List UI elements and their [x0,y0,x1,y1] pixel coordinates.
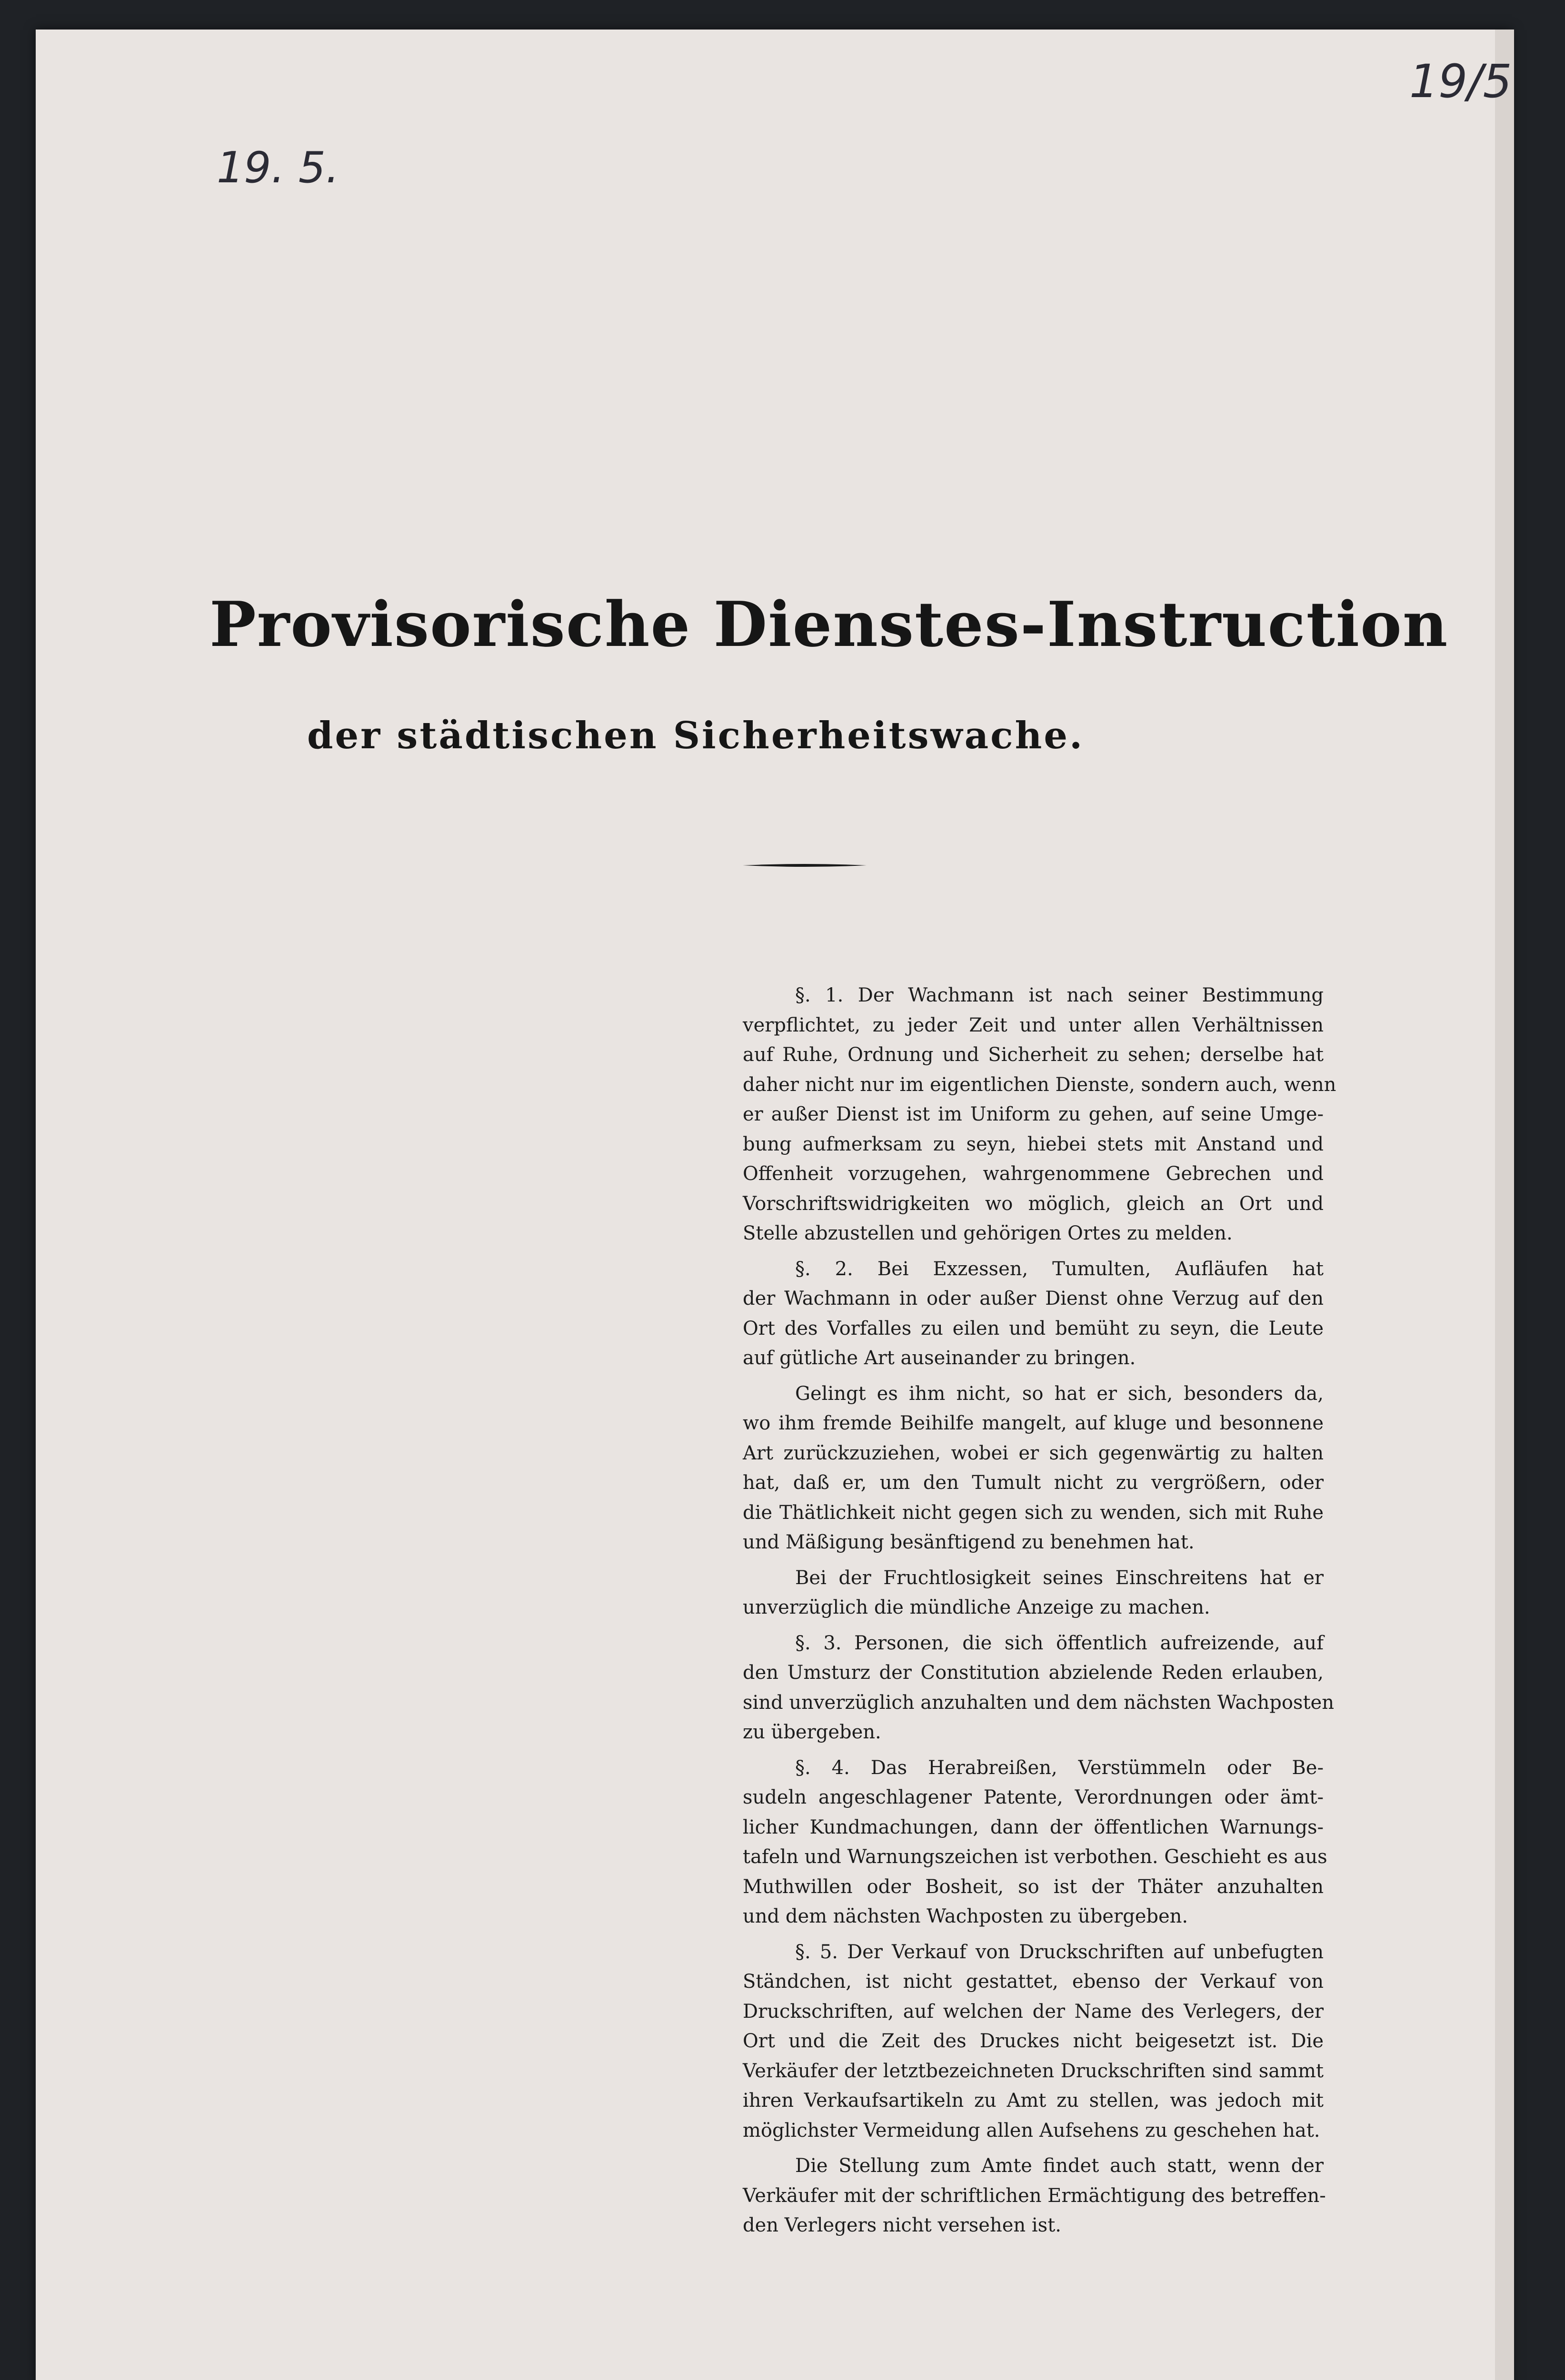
text-line: Ort des Vorfalles zu eilen und bemüht zu seyn, die Leute [743,1317,1324,1339]
text-line: tafeln und Warnungszeichen ist verbothen. Geschieht es aus [743,1846,1327,1868]
text-line: hat, daß er, um den Tumult nicht zu vergrößern, oder [743,1472,1324,1494]
instruction-body [743,981,1336,2246]
paragraph-1 [743,981,1336,1249]
document-title: Provisorische Dienstes-Instruction [209,588,1449,661]
text-line: er außer Dienst ist im Uniform zu gehen, auf seine Umge- [743,1103,1324,1125]
handwritten-annotation-top-left: 19. 5. [217,143,339,193]
paper-edge [1495,30,1514,2380]
text-line: wo ihm fremde Beihilfe mangelt, auf kluge und besonnene [743,1412,1324,1434]
text-line: auf Ruhe, Ordnung und Sicherheit zu sehen; derselbe hat [743,1044,1324,1066]
paragraph-5 [743,1628,1334,1747]
paragraph-3 [743,1379,1324,1557]
paragraph-7 [743,1937,1324,2146]
paragraph-2 [743,1254,1324,1373]
text-line: Druckschriften, auf welchen der Name des Verlegers, der [743,2000,1324,2023]
text-line: sind unverzüglich anzuhalten und dem nächsten Wachposten [743,1691,1334,1714]
text-line: Muthwillen oder Bosheit, so ist der Thäter anzuhalten [743,1875,1324,1898]
text-line: unverzüglich die mündliche Anzeige zu machen. [743,1597,1210,1618]
text-line: daher nicht nur im eigentlichen Dienste, sondern auch, wenn [743,1073,1336,1096]
text-line: §. 3. Personen, die sich öffentlich aufreizende, auf [795,1632,1324,1654]
text-line: Stelle abzustellen und gehörigen Ortes zu melden. [743,1222,1233,1244]
text-line: auf gütliche Art auseinander zu bringen. [743,1347,1136,1369]
text-line: Ort und die Zeit des Druckes nicht beigesetzt ist. Die [743,2030,1324,2052]
text-line: Die Stellung zum Amte findet auch statt, wenn der [795,2155,1324,2177]
text-line: §. 5. Der Verkauf von Druckschriften auf unbefugten [795,1941,1324,1963]
text-line: Art zurückzuziehen, wobei er sich gegenwärtig zu halten [743,1442,1324,1464]
text-line: Bei der Fruchtlosigkeit seines Einschreitens hat er [795,1567,1324,1589]
text-line: der Wachmann in oder außer Dienst ohne Verzug auf den [743,1288,1324,1309]
text-line: sudeln angeschlagener Patente, Verordnungen oder ämt- [743,1786,1324,1808]
text-line: Vorschriftswidrigkeiten wo möglich, gleich an Ort und [743,1192,1324,1215]
text-line: verpflichtet, zu jeder Zeit und unter allen Verhältnissen [743,1014,1324,1036]
text-line: §. 4. Das Herabreißen, Verstümmeln oder Be- [795,1756,1324,1779]
text-line: den Umsturz der Constitution abzielende Reden erlauben, [743,1662,1324,1684]
text-line: licher Kundmachungen, dann der öffentlichen Warnungs- [743,1816,1324,1838]
text-line: den Verlegers nicht versehen ist. [743,2214,1061,2236]
text-line: die Thätlichkeit nicht gegen sich zu wenden, sich mit Ruhe [743,1501,1324,1524]
paragraph-4 [743,1563,1324,1623]
text-line: Offenheit vorzugehen, wahrgenommene Gebrechen und [743,1163,1324,1185]
text-line: Verkäufer mit der schriftlichen Ermächtigung des betreffen- [743,2184,1326,2207]
text-line: Verkäufer der letztbezeichneten Druckschriften sind sammt [743,2060,1324,2082]
document-subtitle: der städtischen Sicherheitswache. [307,714,1085,757]
paragraph-6 [743,1753,1327,1932]
text-line: und dem nächsten Wachposten zu übergeben. [743,1905,1188,1927]
text-line: §. 1. Der Wachmann ist nach seiner Bestimmung [795,984,1324,1006]
text-line: Gelingt es ihm nicht, so hat er sich, besonders da, [795,1382,1324,1405]
text-line: möglichster Vermeidung allen Aufsehens zu geschehen hat. [743,2119,1320,2142]
text-line: zu übergeben. [743,1721,881,1743]
title-divider-ornament [743,863,867,868]
text-line: und Mäßigung besänftigend zu benehmen hat. [743,1531,1195,1553]
handwritten-annotation-top-right: 19/5 [1409,55,1512,108]
text-line: Ständchen, ist nicht gestattet, ebenso der Verkauf von [743,1971,1324,1993]
text-line: ihren Verkaufsartikeln zu Amt zu stellen, was jedoch mit [743,2090,1324,2112]
text-line: §. 2. Bei Exzessen, Tumulten, Aufläufen hat [795,1258,1324,1280]
paragraph-8 [743,2151,1324,2241]
text-line: bung aufmerksam zu seyn, hiebei stets mit Anstand und [743,1133,1324,1155]
